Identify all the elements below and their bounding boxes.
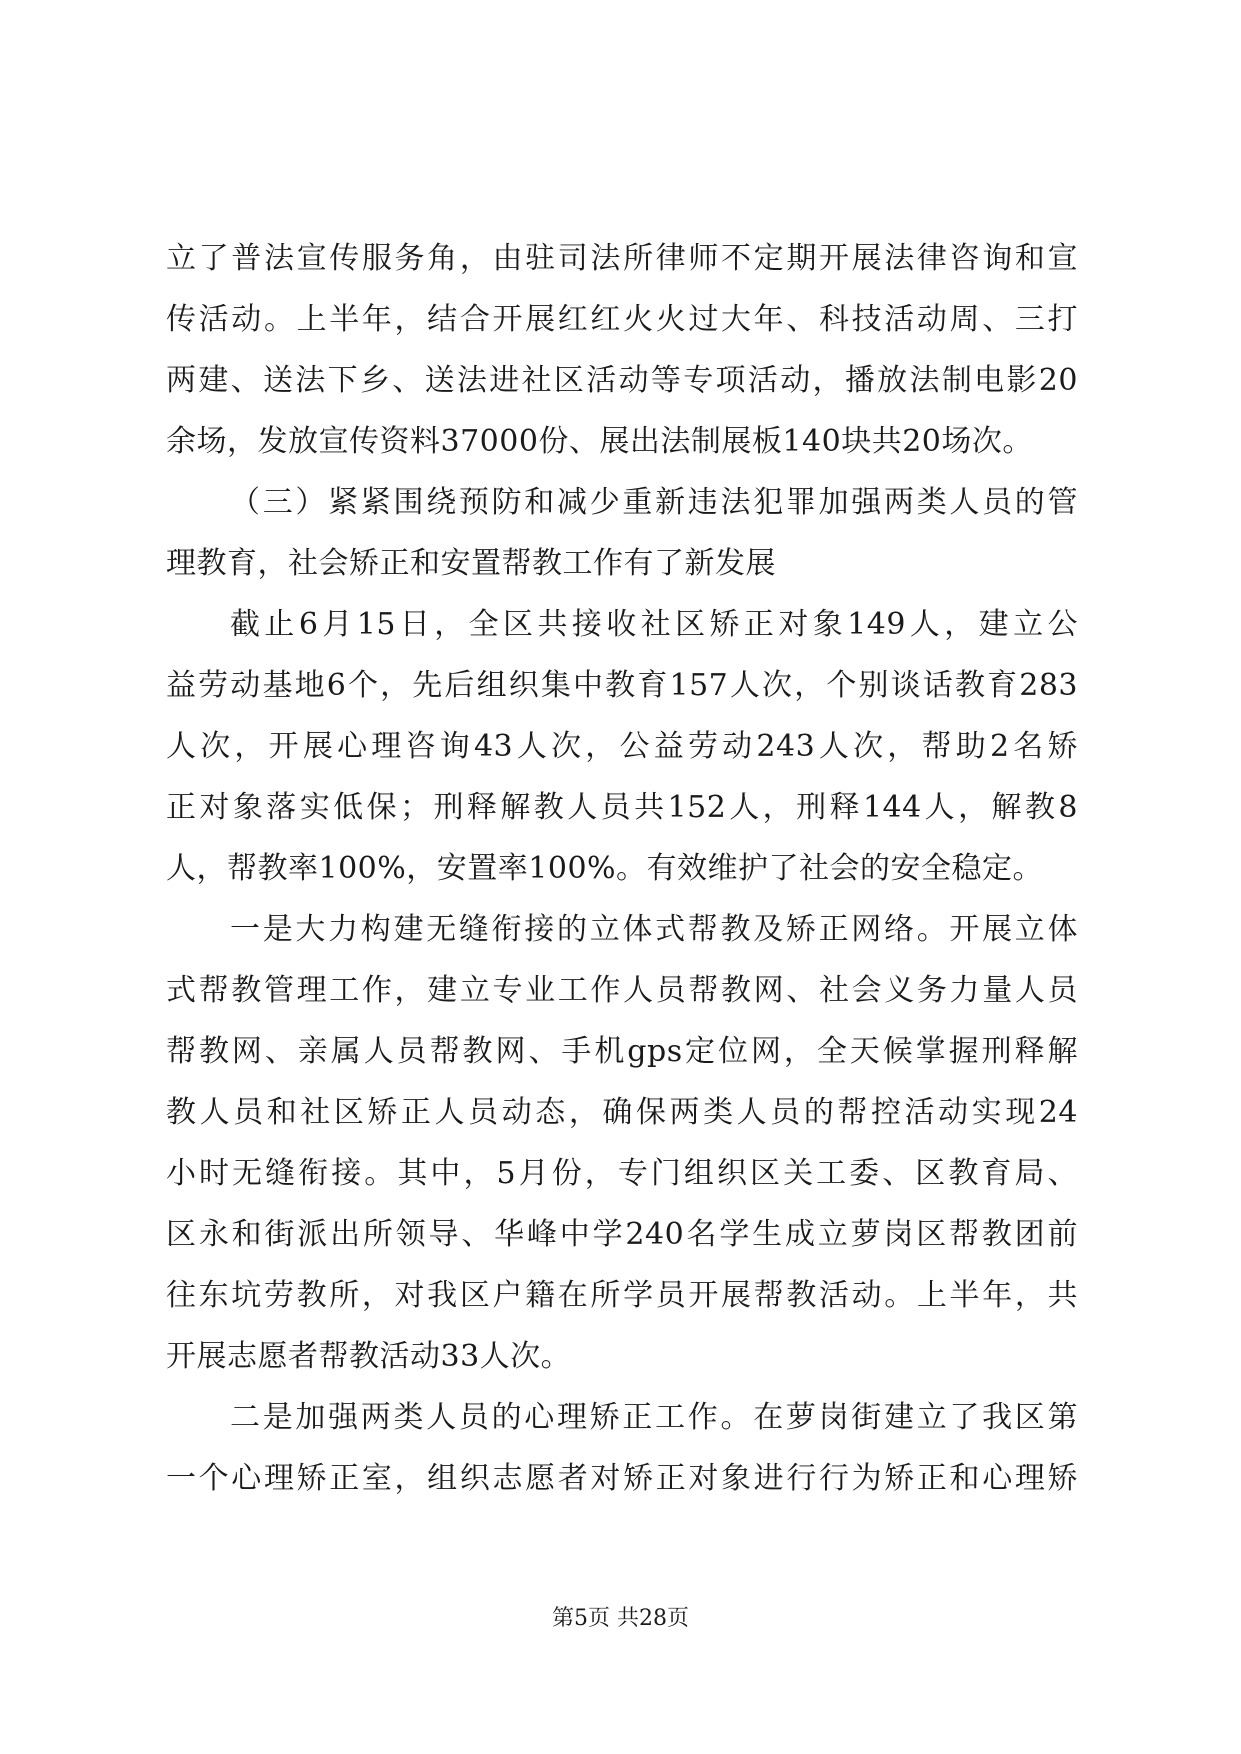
- text-line: 教人员和社区矫正人员动态，确保两类人员的帮控活动实现24: [166, 1095, 1078, 1130]
- text-line: 正对象落实低保；刑释解教人员共152人，刑释144人，解教8: [166, 790, 1078, 825]
- text-line: 二是加强两类人员的心理矫正工作。在萝岗街建立了我区第: [230, 1400, 1078, 1435]
- text-line: 一是大力构建无缝衔接的立体式帮教及矫正网络。开展立体: [230, 912, 1078, 947]
- text-line: 式帮教管理工作，建立专业工作人员帮教网、社会义务力量人员: [166, 973, 1078, 1008]
- text-line: 余场，发放宣传资料37000份、展出法制展板140块共20场次。: [166, 424, 1033, 459]
- page-number-footer: 第5页 共28页: [552, 1606, 689, 1631]
- text-line: 往东坑劳教所，对我区户籍在所学员开展帮教活动。上半年，共: [166, 1278, 1078, 1313]
- text-line: 立了普法宣传服务角，由驻司法所律师不定期开展法律咨询和宣: [166, 241, 1078, 276]
- section-heading-line: （三）紧紧围绕预防和减少重新违法犯罪加强两类人员的管: [230, 485, 1078, 520]
- text-line: 小时无缝衔接。其中，5月份，专门组织区关工委、区教育局、: [166, 1156, 1078, 1191]
- text-line: 区永和街派出所领导、华峰中学240名学生成立萝岗区帮教团前: [166, 1217, 1078, 1252]
- text-line: 两建、送法下乡、送法进社区活动等专项活动，播放法制电影20: [166, 363, 1078, 398]
- body-text: [166, 228, 1078, 1509]
- section-heading-line: 理教育，社会矫正和安置帮教工作有了新发展: [166, 546, 776, 581]
- text-line: 益劳动基地6个，先后组织集中教育157人次，个别谈话教育283: [166, 668, 1078, 703]
- text-line: 人，帮教率100%，安置率100%。有效维护了社会的安全稳定。: [166, 851, 1044, 886]
- text-line: 帮教网、亲属人员帮教网、手机gps定位网，全天候掌握刑释解: [166, 1034, 1078, 1069]
- text-line: 人次，开展心理咨询43人次，公益劳动243人次，帮助2名矫: [166, 729, 1078, 764]
- text-line: 开展志愿者帮教活动33人次。: [166, 1339, 572, 1374]
- text-line: 截止6月15日，全区共接收社区矫正对象149人，建立公: [230, 607, 1078, 642]
- text-line: 传活动。上半年，结合开展红红火火过大年、科技活动周、三打: [166, 302, 1078, 337]
- text-line: 一个心理矫正室，组织志愿者对矫正对象进行行为矫正和心理矫: [166, 1461, 1078, 1496]
